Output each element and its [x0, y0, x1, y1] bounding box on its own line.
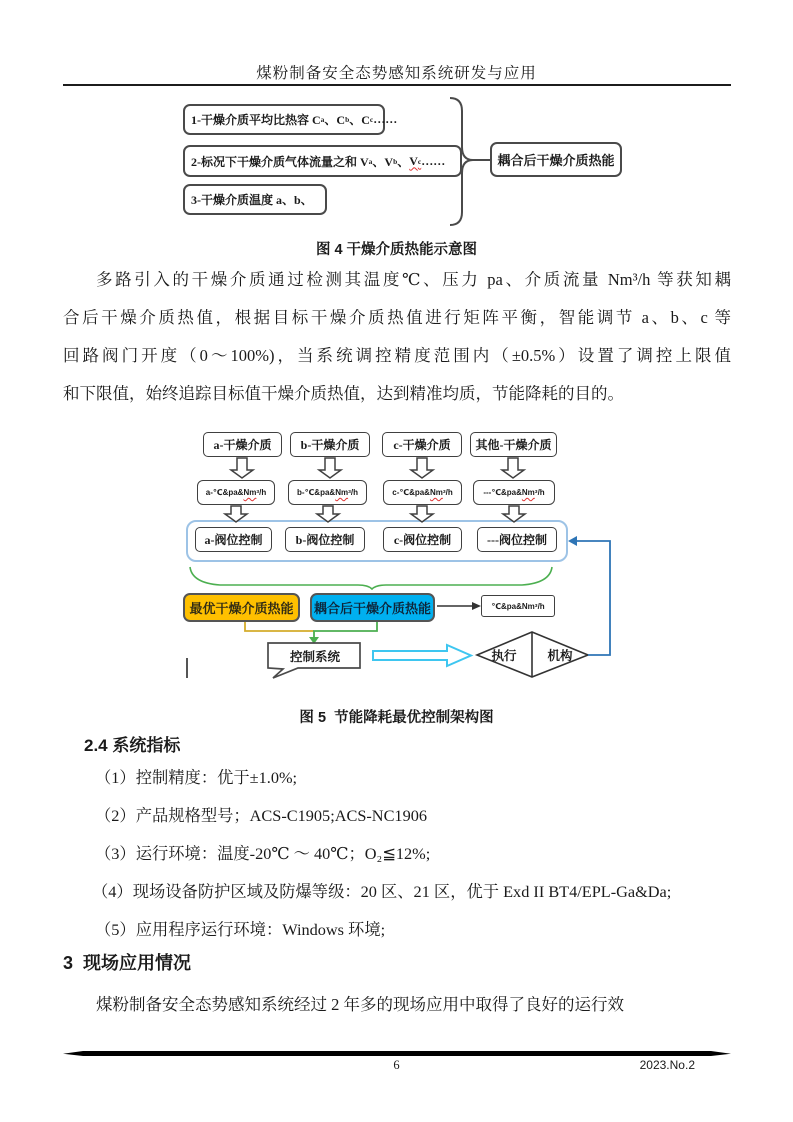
- fig5-valve-other: ---阀位控制: [477, 527, 557, 552]
- fig5-caption: 图 5 节能降耗最优控制架构图: [299, 710, 494, 726]
- paragraph-field-application: 煤粉制备安全态势感知系统经过 2 年多的现场应用中取得了良好的运行效: [96, 995, 624, 1014]
- spec-item-4: （4）现场设备防护区域及防爆等级：20 区、21 区，优于 Exd II BT4/EPL-Ga&Da;: [92, 882, 672, 901]
- fig5-coupled-heat: 耦合后干燥介质热能: [310, 593, 435, 622]
- fig5-valve-b: b-阀位控制: [285, 527, 365, 552]
- page-header-title: 煤粉制备安全态势感知系统研发与应用: [256, 65, 537, 82]
- footer-page-number: 6: [393, 1058, 400, 1072]
- spec-item-2: （2）产品规格型号；ACS-C1905;ACS-NC1906: [95, 806, 427, 825]
- fig4-box-temperature: 3-干燥介质温度 a、b、: [183, 184, 327, 215]
- fig4-box-coupled-heat: 耦合后干燥介质热能: [490, 142, 622, 177]
- paragraph-line: 合后干燥介质热值，根据目标干燥介质热值进行矩阵平衡，智能调节 a、b、c 等: [63, 308, 731, 327]
- fig5-actuator-label-right: 机构: [547, 649, 573, 663]
- footer-rule: [63, 1051, 731, 1056]
- fig5-measure-other: ---℃&pa& Nm 3 /h: [473, 480, 555, 505]
- fig4-box-specific-heat: 1-干燥介质平均比热容 C a 、C b 、C c ……: [183, 104, 385, 135]
- paragraph-line: 和下限值，始终追踪目标值干燥介质热值，达到精准均质，节能降耗的目的。: [63, 384, 624, 403]
- fig5-valve-a: a-阀位控制: [195, 527, 272, 552]
- header-rule: [63, 84, 731, 86]
- footer-issue-number: 2023.No.2: [639, 1058, 695, 1072]
- section-2-4-heading: 2.4 系统指标: [84, 736, 181, 755]
- fig5-measure-a: a-℃&pa& Nm 3 /h: [197, 480, 275, 505]
- fig5-medium-c: c-干燥介质: [382, 432, 462, 457]
- fig5-connectors: [170, 425, 630, 717]
- spec-item-5: （5）应用程序运行环境：Windows 环境;: [95, 920, 386, 939]
- fig5-measure-c: c-℃&pa& Nm 3 /h: [383, 480, 462, 505]
- paragraph-line: 多路引入的干燥介质通过检测其温度℃、压力 pa、介质流量 Nm³/h 等获知耦: [96, 270, 731, 289]
- fig5-valve-c: c-阀位控制: [383, 527, 462, 552]
- fig4-caption: 图 4 干燥介质热能示意图: [315, 242, 478, 258]
- spec-item-3: （3）运行环境：温度-20℃ ～ 40℃；O₂≦12%;: [95, 844, 431, 863]
- section-3-heading: 3 现场应用情况: [63, 953, 192, 973]
- fig5-medium-b: b-干燥介质: [290, 432, 370, 457]
- fig5-sensor-readout: ℃&pa&Nm 3 /h: [481, 595, 555, 617]
- fig5-measure-b: b-℃&pa& Nm 3 /h: [288, 480, 367, 505]
- fig5-medium-other: 其他-干燥介质: [470, 432, 557, 457]
- fig4-box-gas-flow: 2-标况下干燥介质气体流量之和 V a 、V b 、 V c ……: [183, 145, 462, 177]
- fig5-control-system-label: 控制系统: [289, 650, 340, 664]
- paragraph-line: 回路阀门开度（0～100%)，当系统调控精度范围内（±0.5%）设置了调控上限值: [63, 346, 731, 365]
- fig5-control-architecture: [170, 425, 630, 717]
- fig5-optimal-heat: 最优干燥介质热能: [183, 593, 300, 622]
- spec-item-1: （1）控制精度：优于±1.0%;: [95, 768, 298, 787]
- paragraph-energy-control: [63, 261, 731, 413]
- fig5-actuator-label-left: 执行: [491, 649, 517, 663]
- fig5-medium-a: a-干燥介质: [203, 432, 282, 457]
